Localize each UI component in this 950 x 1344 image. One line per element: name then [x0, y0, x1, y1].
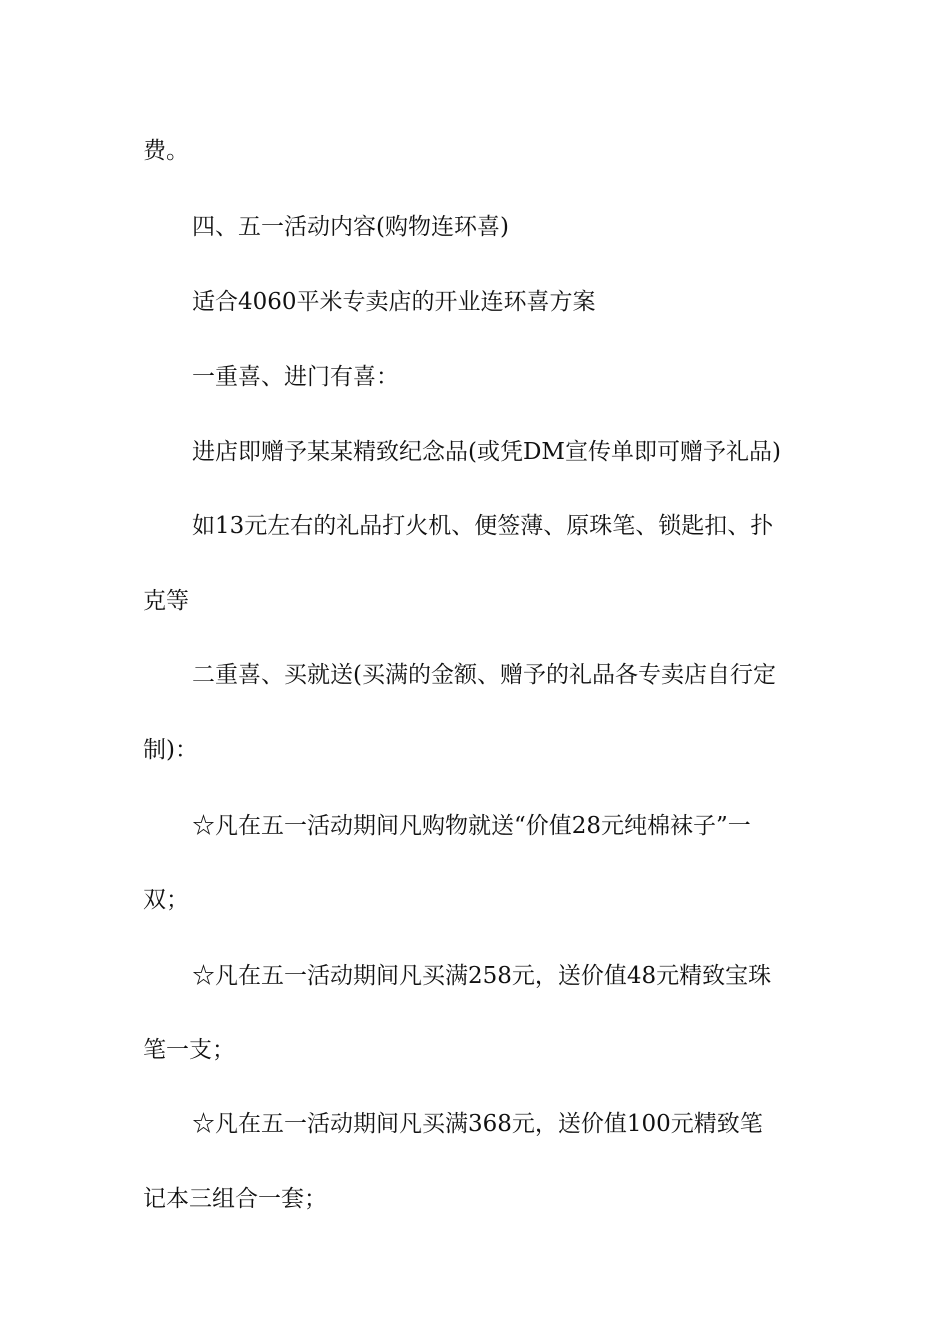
text-line: 一重喜、进门有喜： [192, 364, 399, 390]
text-line: ☆凡在五一活动期间凡买满368元，送价值100元精致笔 [192, 1111, 763, 1137]
text-line: 二重喜、买就送(买满的金额、赠予的礼品各专卖店自行定 [192, 662, 776, 688]
text-line: 笔一支； [143, 1037, 235, 1063]
section-heading: 四、五一活动内容(购物连环喜) [192, 214, 509, 240]
text-line: 费。 [143, 138, 189, 164]
text-line: ☆凡在五一活动期间凡买满258元，送价值48元精致宝珠 [192, 963, 772, 989]
text-line: 适合4060平米专卖店的开业连环喜方案 [192, 289, 596, 315]
text-line: 双； [143, 887, 189, 913]
text-line: 如13元左右的礼品打火机、便签薄、原珠笔、锁匙扣、扑 [192, 513, 774, 539]
text-line: 记本三组合一套； [143, 1186, 327, 1212]
text-line: 进店即赠予某某精致纪念品(或凭DM宣传单即可赠予礼品) [192, 439, 781, 465]
text-line: 克等 [143, 588, 189, 614]
text-line: 制)： [143, 737, 198, 763]
text-line: ☆凡在五一活动期间凡购物就送“价值28元纯棉袜子”一 [192, 813, 751, 839]
